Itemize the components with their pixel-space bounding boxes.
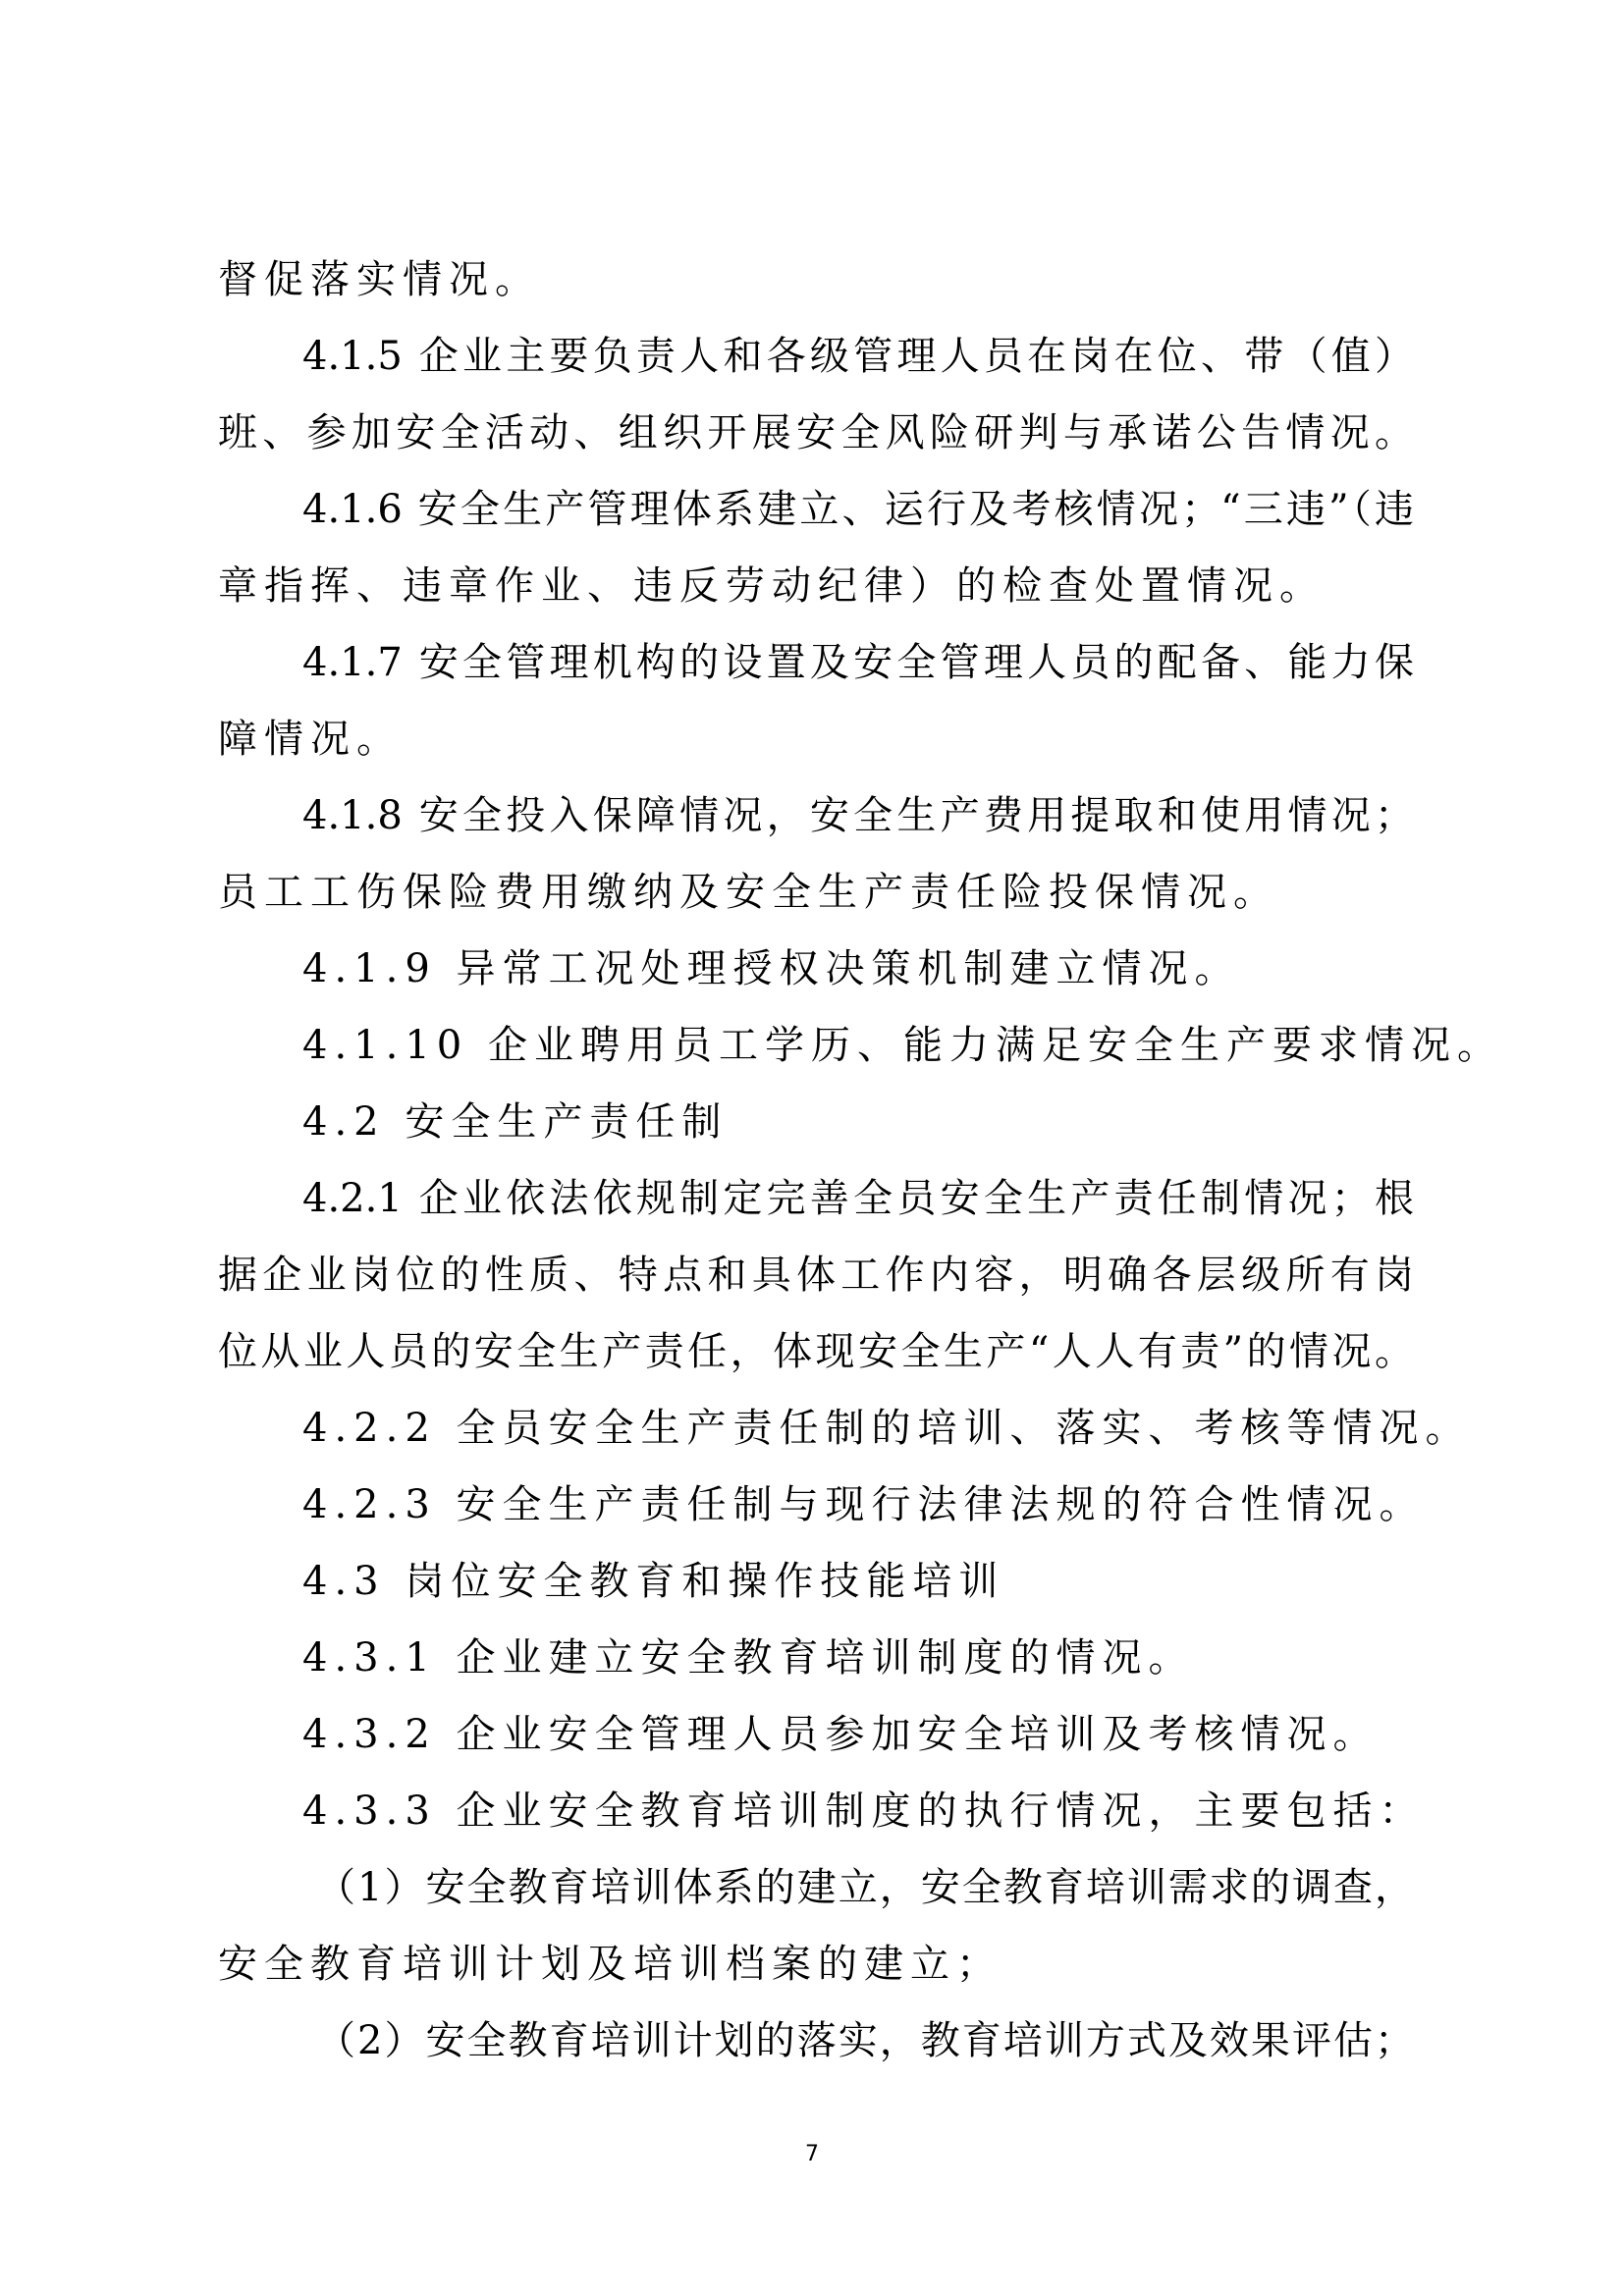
section-heading: 4.2 安全生产责任制 [302, 1099, 729, 1145]
text-line: 章指挥、违章作业、违反劳动纪律）的检查处置情况。 [218, 563, 1326, 609]
text-line: 4.1.6 安全生产管理体系建立、运行及考核情况；“三违”（违 [302, 487, 1414, 532]
text-line: 4.2.2 全员安全生产责任制的培训、落实、考核等情况。 [302, 1406, 1472, 1451]
text-line: 4.2.1 企业依法依规制定完善全员安全生产责任制情况；根 [302, 1176, 1414, 1221]
text-line: 4.3.3 企业安全教育培训制度的执行情况，主要包括： [302, 1789, 1426, 1834]
text-line: （1）安全教育培训体系的建立，安全教育培训需求的调查， [316, 1865, 1414, 1910]
text-line: 4.1.5 企业主要负责人和各级管理人员在岗在位、带（值） [302, 334, 1414, 379]
text-line: 4.3.1 企业建立安全教育培训制度的情况。 [302, 1635, 1195, 1681]
text-line: 班、参加安全活动、组织开展安全风险研判与承诺公告情况。 [218, 410, 1414, 455]
text-line: 4.1.9 异常工况处理授权决策机制建立情况。 [302, 946, 1241, 991]
text-line: （2）安全教育培训计划的落实，教育培训方式及效果评估； [316, 2018, 1414, 2063]
text-line: 4.1.7 安全管理机构的设置及安全管理人员的配备、能力保 [302, 640, 1414, 685]
text-line: 4.3.2 企业安全管理人员参加安全培训及考核情况。 [302, 1712, 1380, 1757]
text-line: 4.1.10 企业聘用员工学历、能力满足安全生产要求情况。 [302, 1023, 1503, 1068]
text-line: 督促落实情况。 [218, 257, 541, 302]
document-body [218, 241, 1503, 2079]
section-heading: 4.3 岗位安全教育和操作技能培训 [302, 1559, 1005, 1604]
text-line: 4.2.3 安全生产责任制与现行法律法规的符合性情况。 [302, 1482, 1426, 1527]
text-line: 4.1.8 安全投入保障情况，安全生产费用提取和使用情况； [302, 793, 1414, 838]
text-line: 障情况。 [218, 717, 403, 762]
text-line: 位从业人员的安全生产责任，体现安全生产“人人有责”的情况。 [218, 1329, 1414, 1374]
text-line: 员工工伤保险费用缴纳及安全生产责任险投保情况。 [218, 870, 1279, 915]
page-number: 7 [805, 2142, 819, 2166]
text-line: 安全教育培训计划及培训档案的建立； [218, 1942, 1002, 1987]
text-line: 据企业岗位的性质、特点和具体工作内容，明确各层级所有岗 [218, 1253, 1414, 1298]
